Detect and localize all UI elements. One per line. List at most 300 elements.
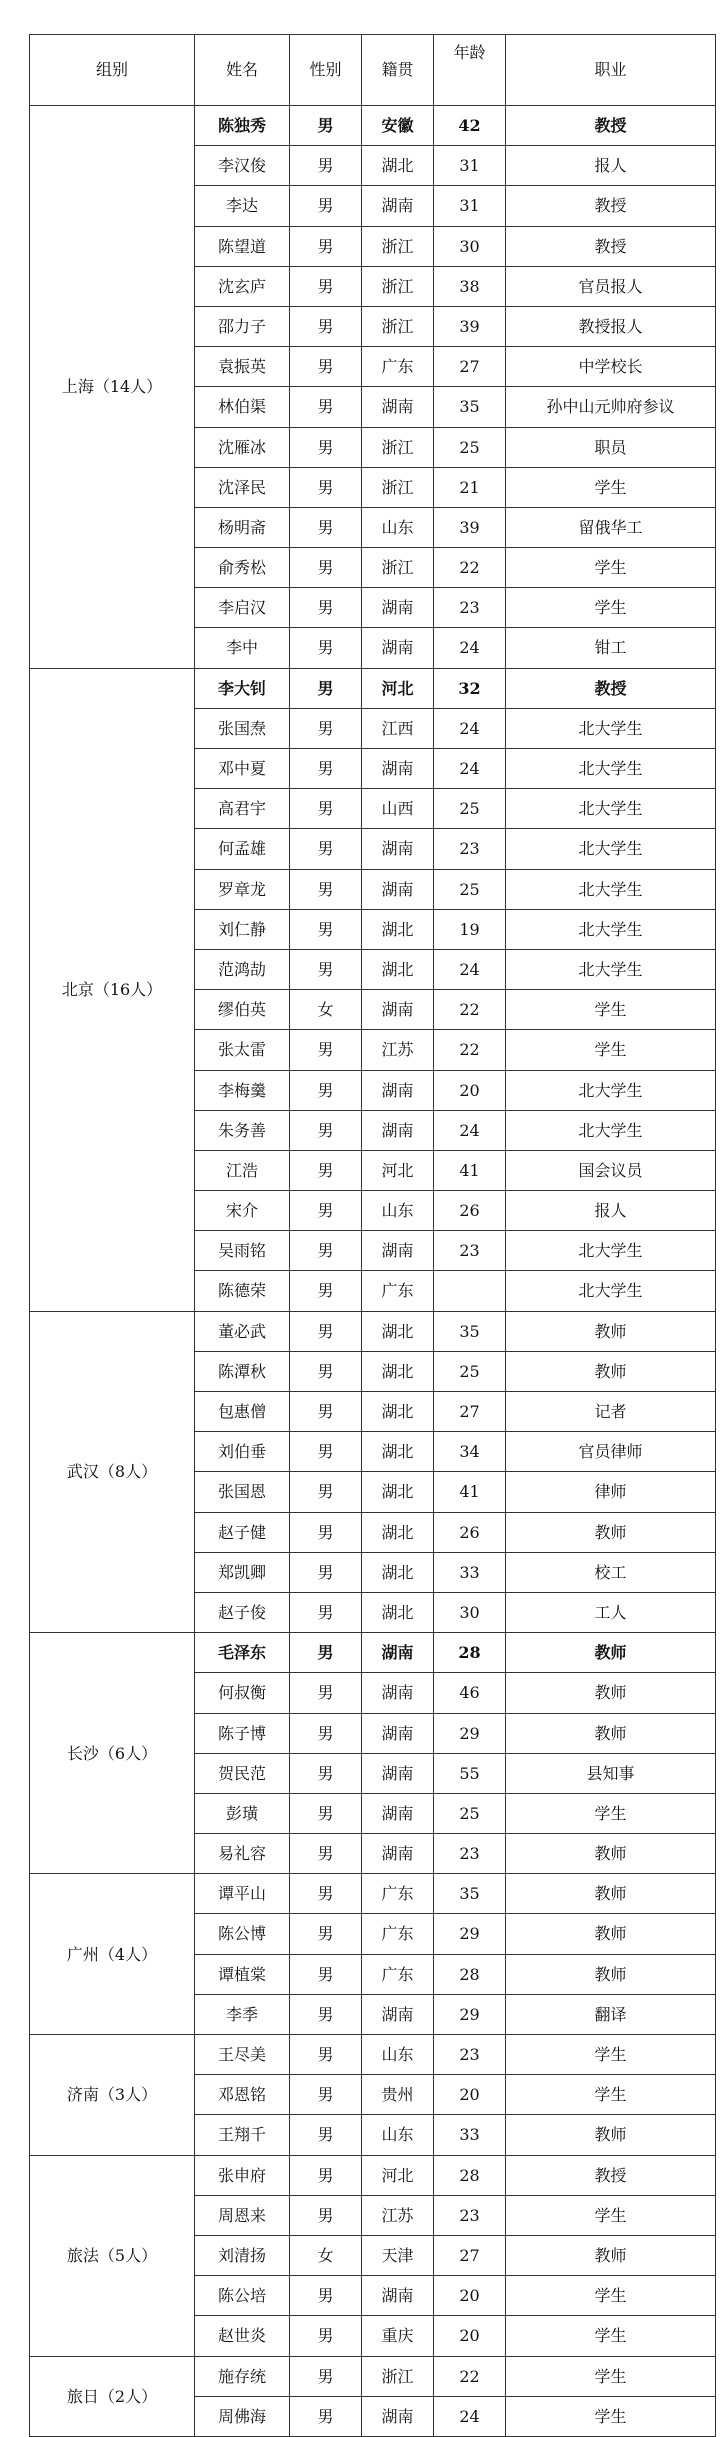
- member-age: 21: [434, 467, 506, 507]
- member-name: 周佛海: [195, 2396, 290, 2436]
- member-name: 吴雨铭: [195, 1231, 290, 1271]
- member-origin: 湖南: [362, 186, 434, 226]
- member-origin: 湖南: [362, 1673, 434, 1713]
- member-occupation: 教师: [506, 1954, 716, 1994]
- member-age: 29: [434, 1994, 506, 2034]
- member-origin: 湖南: [362, 588, 434, 628]
- member-name: 李汉俊: [195, 146, 290, 186]
- member-occupation: 学生: [506, 467, 716, 507]
- member-occupation: 教师: [506, 1512, 716, 1552]
- member-name: 刘伯垂: [195, 1432, 290, 1472]
- member-name: 李中: [195, 628, 290, 668]
- member-age: 27: [434, 347, 506, 387]
- member-age: 29: [434, 1713, 506, 1753]
- member-occupation: 报人: [506, 146, 716, 186]
- member-age: 24: [434, 949, 506, 989]
- member-gender: 男: [290, 387, 362, 427]
- member-name: 范鸿劼: [195, 949, 290, 989]
- member-occupation: 校工: [506, 1552, 716, 1592]
- member-age: 55: [434, 1753, 506, 1793]
- member-name: 张太雷: [195, 1030, 290, 1070]
- member-occupation: 学生: [506, 2075, 716, 2115]
- member-table: [29, 34, 716, 2437]
- member-age: 19: [434, 909, 506, 949]
- member-origin: 重庆: [362, 2316, 434, 2356]
- member-occupation: 教师: [506, 1713, 716, 1753]
- member-occupation: 律师: [506, 1472, 716, 1512]
- member-age: 24: [434, 1110, 506, 1150]
- member-origin: 河北: [362, 2155, 434, 2195]
- member-occupation: 北大学生: [506, 749, 716, 789]
- member-origin: 湖北: [362, 1592, 434, 1632]
- member-name: 施存统: [195, 2356, 290, 2396]
- member-gender: 男: [290, 2276, 362, 2316]
- member-occupation: 官员律师: [506, 1432, 716, 1472]
- member-gender: 男: [290, 1552, 362, 1592]
- member-occupation: 学生: [506, 990, 716, 1030]
- member-origin: 河北: [362, 668, 434, 708]
- member-gender: 男: [290, 1914, 362, 1954]
- member-gender: 男: [290, 146, 362, 186]
- member-age: 23: [434, 2195, 506, 2235]
- table-body: [30, 106, 716, 2437]
- member-gender: 男: [290, 1633, 362, 1673]
- member-name: 李达: [195, 186, 290, 226]
- member-age: 29: [434, 1914, 506, 1954]
- member-origin: 湖北: [362, 1552, 434, 1592]
- member-age: 23: [434, 1834, 506, 1874]
- member-occupation: 北大学生: [506, 1271, 716, 1311]
- member-gender: 男: [290, 1592, 362, 1632]
- member-gender: 男: [290, 1753, 362, 1793]
- member-occupation: 北大学生: [506, 708, 716, 748]
- member-name: 宋介: [195, 1191, 290, 1231]
- member-occupation: 学生: [506, 2195, 716, 2235]
- member-gender: 男: [290, 1231, 362, 1271]
- member-age: 38: [434, 266, 506, 306]
- member-origin: 湖南: [362, 1834, 434, 1874]
- member-age: 28: [434, 2155, 506, 2195]
- member-origin: 山西: [362, 789, 434, 829]
- member-origin: 浙江: [362, 467, 434, 507]
- member-occupation: 翻译: [506, 1994, 716, 2034]
- member-gender: 男: [290, 106, 362, 146]
- member-name: 赵世炎: [195, 2316, 290, 2356]
- member-name: 杨明斋: [195, 507, 290, 547]
- member-name: 俞秀松: [195, 548, 290, 588]
- member-age: 28: [434, 1633, 506, 1673]
- member-name: 李启汉: [195, 588, 290, 628]
- member-name: 彭璜: [195, 1793, 290, 1833]
- member-gender: 女: [290, 2235, 362, 2275]
- member-origin: 湖南: [362, 1110, 434, 1150]
- member-name: 邵力子: [195, 306, 290, 346]
- member-occupation: 教授: [506, 226, 716, 266]
- member-name: 沈雁冰: [195, 427, 290, 467]
- member-occupation: 报人: [506, 1191, 716, 1231]
- member-gender: 男: [290, 1150, 362, 1190]
- member-occupation: 学生: [506, 548, 716, 588]
- group-label: 旅日（2人）: [30, 2356, 195, 2436]
- member-name: 贺民范: [195, 1753, 290, 1793]
- member-gender: 男: [290, 266, 362, 306]
- member-gender: 男: [290, 1110, 362, 1150]
- member-age: 28: [434, 1954, 506, 1994]
- member-gender: 男: [290, 789, 362, 829]
- member-origin: 湖南: [362, 1713, 434, 1753]
- member-gender: 男: [290, 1392, 362, 1432]
- member-name: 沈玄庐: [195, 266, 290, 306]
- member-origin: 山东: [362, 2035, 434, 2075]
- member-age: 20: [434, 2276, 506, 2316]
- member-name: 李大钊: [195, 668, 290, 708]
- member-name: 沈泽民: [195, 467, 290, 507]
- member-name: 罗章龙: [195, 869, 290, 909]
- member-gender: 男: [290, 1191, 362, 1231]
- member-origin: 湖南: [362, 1231, 434, 1271]
- member-gender: 男: [290, 1793, 362, 1833]
- table-row: [30, 2155, 716, 2195]
- member-gender: 男: [290, 1070, 362, 1110]
- member-name: 邓中夏: [195, 749, 290, 789]
- member-gender: 男: [290, 1834, 362, 1874]
- member-age: 24: [434, 749, 506, 789]
- member-occupation: 教师: [506, 2115, 716, 2155]
- member-occupation: 钳工: [506, 628, 716, 668]
- member-occupation: 教授: [506, 668, 716, 708]
- member-occupation: 职员: [506, 427, 716, 467]
- member-origin: 山东: [362, 507, 434, 547]
- member-name: 刘仁静: [195, 909, 290, 949]
- member-occupation: 记者: [506, 1392, 716, 1432]
- member-gender: 男: [290, 628, 362, 668]
- group-label: 武汉（8人）: [30, 1311, 195, 1633]
- member-occupation: 教师: [506, 1311, 716, 1351]
- member-name: 张国恩: [195, 1472, 290, 1512]
- member-name: 陈公培: [195, 2276, 290, 2316]
- member-occupation: 学生: [506, 2035, 716, 2075]
- member-name: 邓恩铭: [195, 2075, 290, 2115]
- member-origin: 天津: [362, 2235, 434, 2275]
- member-name: 陈子博: [195, 1713, 290, 1753]
- table-row: [30, 1874, 716, 1914]
- member-origin: 湖北: [362, 949, 434, 989]
- member-gender: 男: [290, 2356, 362, 2396]
- member-age: 25: [434, 427, 506, 467]
- member-age: 20: [434, 1070, 506, 1110]
- member-gender: 男: [290, 1472, 362, 1512]
- member-occupation: 国会议员: [506, 1150, 716, 1190]
- member-age: 31: [434, 186, 506, 226]
- member-occupation: 教师: [506, 1834, 716, 1874]
- member-gender: 男: [290, 347, 362, 387]
- member-name: 何叔衡: [195, 1673, 290, 1713]
- member-occupation: 学生: [506, 2396, 716, 2436]
- group-label: 广州（4人）: [30, 1874, 195, 2035]
- member-age: 22: [434, 990, 506, 1030]
- member-name: 王翔千: [195, 2115, 290, 2155]
- member-origin: 广东: [362, 347, 434, 387]
- member-age: 34: [434, 1432, 506, 1472]
- member-origin: 广东: [362, 1954, 434, 1994]
- member-origin: 湖南: [362, 387, 434, 427]
- member-occupation: 学生: [506, 2316, 716, 2356]
- member-origin: 浙江: [362, 266, 434, 306]
- table-row: [30, 668, 716, 708]
- member-age: 25: [434, 869, 506, 909]
- member-gender: 男: [290, 869, 362, 909]
- member-occupation: 北大学生: [506, 909, 716, 949]
- member-gender: 男: [290, 186, 362, 226]
- member-gender: 男: [290, 2316, 362, 2356]
- member-origin: 江苏: [362, 2195, 434, 2235]
- member-occupation: 教师: [506, 1673, 716, 1713]
- member-gender: 男: [290, 427, 362, 467]
- member-age: 23: [434, 1231, 506, 1271]
- member-age: 24: [434, 628, 506, 668]
- table-row: [30, 1311, 716, 1351]
- member-name: 李季: [195, 1994, 290, 2034]
- member-origin: 浙江: [362, 226, 434, 266]
- member-gender: 男: [290, 1351, 362, 1391]
- table-row: [30, 106, 716, 146]
- member-name: 张国焘: [195, 708, 290, 748]
- member-name: 易礼容: [195, 1834, 290, 1874]
- member-gender: 男: [290, 1954, 362, 1994]
- member-name: 王尽美: [195, 2035, 290, 2075]
- member-origin: 广东: [362, 1914, 434, 1954]
- member-name: 袁振英: [195, 347, 290, 387]
- member-occupation: 县知事: [506, 1753, 716, 1793]
- member-origin: 湖南: [362, 869, 434, 909]
- member-age: 39: [434, 306, 506, 346]
- member-name: 李梅羹: [195, 1070, 290, 1110]
- member-occupation: 北大学生: [506, 949, 716, 989]
- member-name: 谭平山: [195, 1874, 290, 1914]
- table-row: [30, 2356, 716, 2396]
- member-origin: 湖南: [362, 829, 434, 869]
- member-age: 33: [434, 2115, 506, 2155]
- header-gender: 性别: [290, 35, 362, 106]
- member-gender: 男: [290, 1311, 362, 1351]
- member-name: 周恩来: [195, 2195, 290, 2235]
- member-origin: 湖北: [362, 146, 434, 186]
- member-gender: 男: [290, 588, 362, 628]
- member-name: 陈望道: [195, 226, 290, 266]
- member-age: 25: [434, 1351, 506, 1391]
- member-age: 33: [434, 1552, 506, 1592]
- member-origin: 江西: [362, 708, 434, 748]
- member-name: 谭植棠: [195, 1954, 290, 1994]
- member-origin: 浙江: [362, 306, 434, 346]
- header-occupation: 职业: [506, 35, 716, 106]
- member-origin: 江苏: [362, 1030, 434, 1070]
- member-gender: 男: [290, 2075, 362, 2115]
- member-occupation: 北大学生: [506, 829, 716, 869]
- member-gender: 男: [290, 1713, 362, 1753]
- member-origin: 湖北: [362, 909, 434, 949]
- member-gender: 男: [290, 1432, 362, 1472]
- group-label: 济南（3人）: [30, 2035, 195, 2156]
- table-header-row: [30, 35, 716, 106]
- member-origin: 浙江: [362, 548, 434, 588]
- member-name: 赵子健: [195, 1512, 290, 1552]
- member-occupation: 教师: [506, 1633, 716, 1673]
- member-occupation: 教授报人: [506, 306, 716, 346]
- member-age: 41: [434, 1472, 506, 1512]
- member-age: 23: [434, 2035, 506, 2075]
- member-occupation: 学生: [506, 588, 716, 628]
- member-origin: 湖南: [362, 990, 434, 1030]
- member-occupation: 留俄华工: [506, 507, 716, 547]
- member-gender: 男: [290, 749, 362, 789]
- member-name: 何孟雄: [195, 829, 290, 869]
- header-group: 组别: [30, 35, 195, 106]
- member-occupation: 中学校长: [506, 347, 716, 387]
- header-age: 年龄: [434, 35, 506, 106]
- member-age: 22: [434, 1030, 506, 1070]
- member-origin: 浙江: [362, 427, 434, 467]
- member-gender: 男: [290, 507, 362, 547]
- member-gender: 男: [290, 467, 362, 507]
- member-age: 24: [434, 2396, 506, 2436]
- member-age: 35: [434, 387, 506, 427]
- member-origin: 湖南: [362, 1793, 434, 1833]
- member-name: 赵子俊: [195, 1592, 290, 1632]
- member-age: 25: [434, 789, 506, 829]
- member-origin: 湖南: [362, 749, 434, 789]
- member-age: 20: [434, 2316, 506, 2356]
- member-age: 30: [434, 1592, 506, 1632]
- member-occupation: 北大学生: [506, 1070, 716, 1110]
- member-age: 25: [434, 1793, 506, 1833]
- member-name: 张申府: [195, 2155, 290, 2195]
- member-age: 23: [434, 829, 506, 869]
- member-origin: 湖北: [362, 1432, 434, 1472]
- member-origin: 湖南: [362, 1633, 434, 1673]
- member-origin: 湖北: [362, 1392, 434, 1432]
- member-age: 39: [434, 507, 506, 547]
- member-origin: 湖北: [362, 1472, 434, 1512]
- member-age: 24: [434, 708, 506, 748]
- group-label: 长沙（6人）: [30, 1633, 195, 1874]
- member-occupation: 教授: [506, 2155, 716, 2195]
- member-gender: 男: [290, 708, 362, 748]
- member-gender: 男: [290, 668, 362, 708]
- member-gender: 男: [290, 909, 362, 949]
- member-gender: 男: [290, 2035, 362, 2075]
- member-origin: 湖南: [362, 1994, 434, 2034]
- member-age: 42: [434, 106, 506, 146]
- member-age: 27: [434, 2235, 506, 2275]
- member-origin: 湖南: [362, 628, 434, 668]
- group-label: 旅法（5人）: [30, 2155, 195, 2356]
- table-row: [30, 1633, 716, 1673]
- member-occupation: 教师: [506, 1351, 716, 1391]
- member-gender: 男: [290, 1673, 362, 1713]
- member-name: 陈独秀: [195, 106, 290, 146]
- member-age: 26: [434, 1191, 506, 1231]
- member-occupation: 教授: [506, 186, 716, 226]
- member-name: 陈德荣: [195, 1271, 290, 1311]
- member-occupation: 学生: [506, 2356, 716, 2396]
- member-name: 高君宇: [195, 789, 290, 829]
- member-gender: 男: [290, 2115, 362, 2155]
- member-gender: 男: [290, 2195, 362, 2235]
- member-occupation: 学生: [506, 1030, 716, 1070]
- member-gender: 男: [290, 226, 362, 266]
- member-origin: 山东: [362, 1191, 434, 1231]
- member-occupation: 教师: [506, 1914, 716, 1954]
- member-origin: 湖南: [362, 1753, 434, 1793]
- table-row: [30, 2035, 716, 2075]
- member-age: [434, 1271, 506, 1311]
- member-gender: 男: [290, 949, 362, 989]
- member-occupation: 北大学生: [506, 1231, 716, 1271]
- member-origin: 湖南: [362, 2276, 434, 2316]
- member-gender: 男: [290, 829, 362, 869]
- member-gender: 男: [290, 1994, 362, 2034]
- group-label: 上海（14人）: [30, 106, 195, 669]
- member-table-container: [29, 34, 716, 2437]
- member-gender: 男: [290, 1030, 362, 1070]
- header-origin: 籍贯: [362, 35, 434, 106]
- member-age: 27: [434, 1392, 506, 1432]
- member-occupation: 学生: [506, 1793, 716, 1833]
- member-origin: 湖北: [362, 1351, 434, 1391]
- member-occupation: 北大学生: [506, 789, 716, 829]
- member-gender: 男: [290, 548, 362, 588]
- member-age: 30: [434, 226, 506, 266]
- member-gender: 男: [290, 1874, 362, 1914]
- member-occupation: 北大学生: [506, 1110, 716, 1150]
- member-age: 32: [434, 668, 506, 708]
- member-occupation: 官员报人: [506, 266, 716, 306]
- member-occupation: 学生: [506, 2276, 716, 2316]
- member-occupation: 教授: [506, 106, 716, 146]
- member-name: 朱务善: [195, 1110, 290, 1150]
- member-origin: 安徽: [362, 106, 434, 146]
- member-occupation: 工人: [506, 1592, 716, 1632]
- member-gender: 男: [290, 1271, 362, 1311]
- member-age: 20: [434, 2075, 506, 2115]
- member-name: 陈潭秋: [195, 1351, 290, 1391]
- header-name: 姓名: [195, 35, 290, 106]
- member-gender: 男: [290, 2396, 362, 2436]
- member-gender: 男: [290, 306, 362, 346]
- member-origin: 广东: [362, 1874, 434, 1914]
- member-name: 江浩: [195, 1150, 290, 1190]
- member-occupation: 教师: [506, 1874, 716, 1914]
- member-gender: 女: [290, 990, 362, 1030]
- member-name: 包惠僧: [195, 1392, 290, 1432]
- member-occupation: 北大学生: [506, 869, 716, 909]
- member-age: 22: [434, 2356, 506, 2396]
- member-age: 31: [434, 146, 506, 186]
- member-age: 46: [434, 1673, 506, 1713]
- member-age: 41: [434, 1150, 506, 1190]
- member-name: 董必武: [195, 1311, 290, 1351]
- group-label: 北京（16人）: [30, 668, 195, 1311]
- member-age: 35: [434, 1311, 506, 1351]
- member-age: 26: [434, 1512, 506, 1552]
- member-gender: 男: [290, 1512, 362, 1552]
- member-name: 缪伯英: [195, 990, 290, 1030]
- member-age: 35: [434, 1874, 506, 1914]
- member-occupation: 教师: [506, 2235, 716, 2275]
- member-occupation: 孙中山元帅府参议: [506, 387, 716, 427]
- member-origin: 湖南: [362, 2396, 434, 2436]
